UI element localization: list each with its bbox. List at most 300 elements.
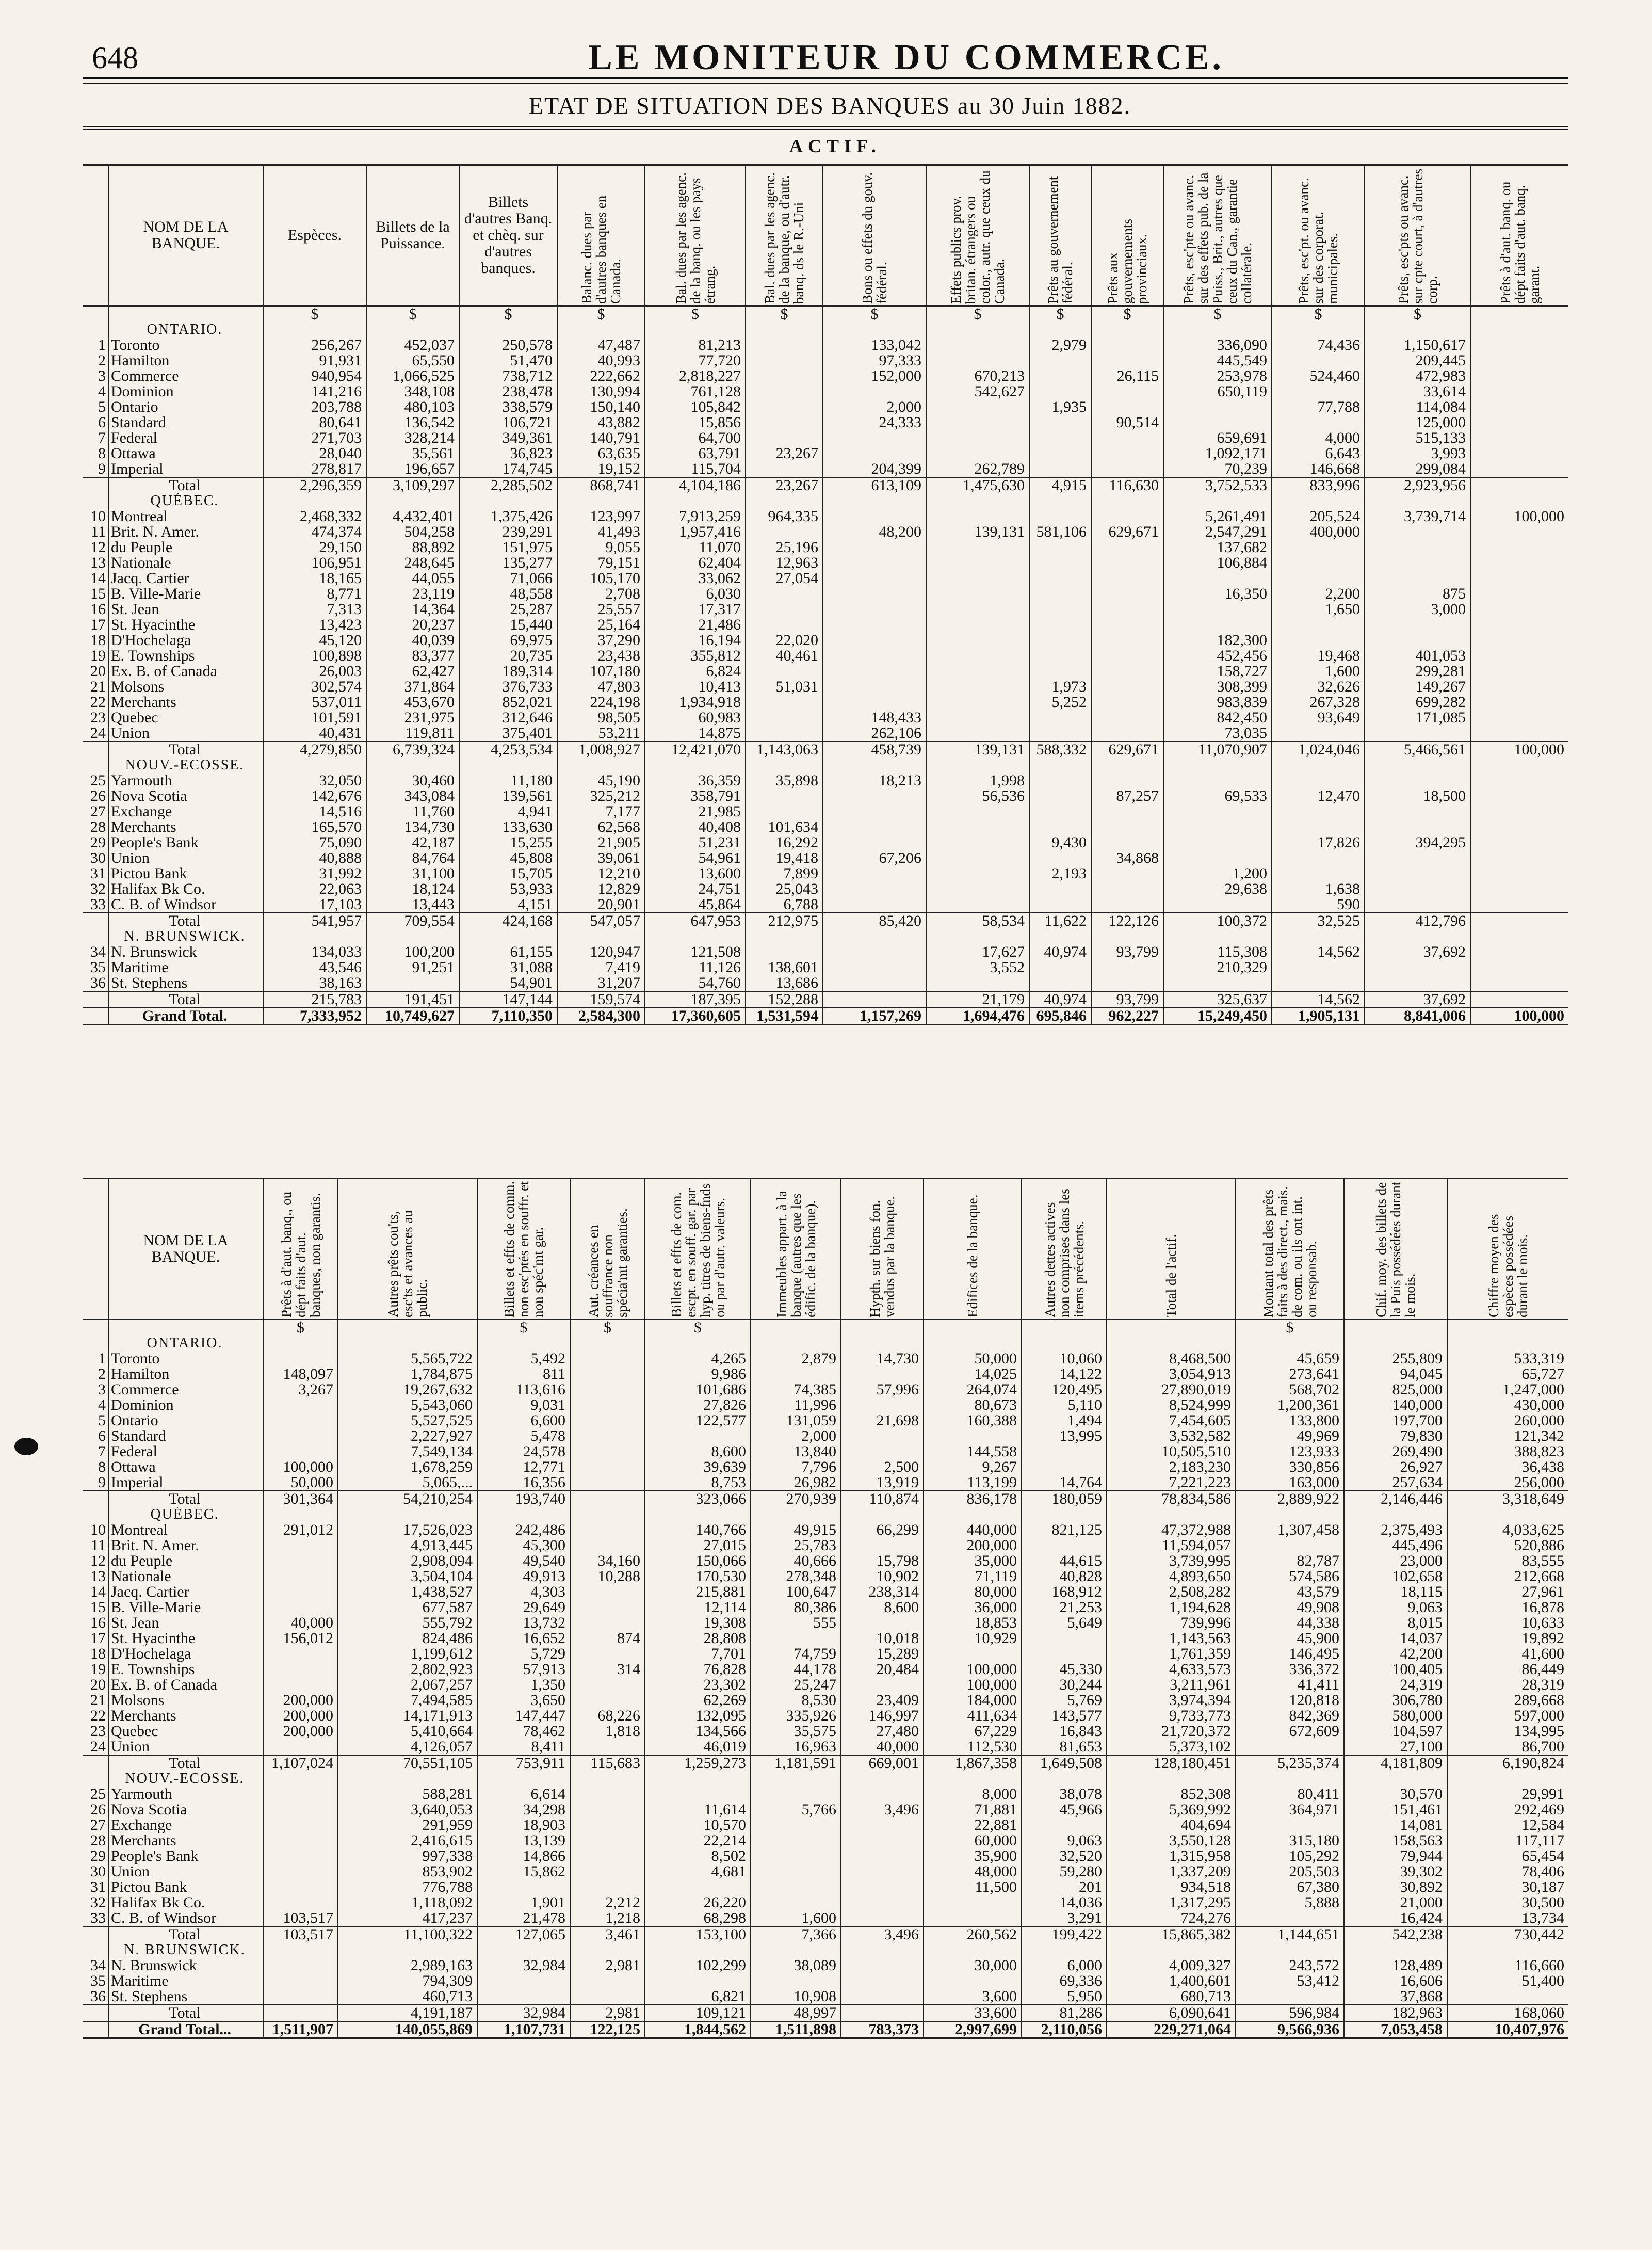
value-cell: 71,119	[924, 1569, 1022, 1584]
grand-total-cell: 122,125	[570, 2021, 645, 2038]
value-cell: 50,000	[924, 1351, 1022, 1367]
column-header-10	[1091, 165, 1163, 306]
province-heading: ONTARIO.	[108, 322, 263, 338]
total-cell	[570, 1491, 645, 1507]
value-cell: 11,594,057	[1107, 1538, 1236, 1553]
value-cell: 137,682	[1163, 540, 1272, 555]
value-cell	[926, 881, 1029, 897]
bank-row	[83, 1895, 1568, 1910]
row-number: 18	[90, 633, 106, 648]
value-cell	[1365, 773, 1470, 789]
value-cell	[823, 944, 926, 960]
total-cell: 596,984	[1236, 2005, 1344, 2021]
province-total-row	[83, 1491, 1568, 1507]
total-cell: 3,109,297	[366, 477, 459, 493]
value-cell: 71,881	[924, 1802, 1022, 1818]
value-cell	[823, 430, 926, 446]
bank-name: Molsons	[108, 1693, 263, 1708]
row-number: 30	[90, 850, 106, 866]
value-cell	[1470, 835, 1568, 850]
total-cell: 868,741	[557, 477, 645, 493]
value-cell	[1470, 866, 1568, 881]
bank-name: N. Brunswick	[108, 944, 263, 960]
row-number	[83, 1926, 108, 1942]
value-cell: 504,258	[366, 524, 459, 540]
value-cell	[1091, 773, 1163, 789]
value-cell: 196,657	[366, 461, 459, 477]
value-cell: 302,574	[263, 679, 366, 695]
bank-row	[83, 1615, 1568, 1631]
currency-row-label	[108, 306, 263, 323]
row-number: 7	[98, 1444, 106, 1459]
value-cell: 411,634	[924, 1708, 1022, 1724]
value-cell	[841, 1895, 924, 1910]
province-total-row	[83, 913, 1568, 929]
value-cell	[746, 586, 823, 602]
value-cell: 440,000	[924, 1522, 1022, 1538]
blank-cell	[1447, 1942, 1568, 1958]
value-cell: 6,821	[645, 1989, 751, 2005]
value-cell	[1091, 399, 1163, 415]
total-label: Total	[108, 1755, 263, 1771]
total-cell: 323,066	[645, 1491, 751, 1507]
column-header-5	[645, 165, 746, 306]
value-cell	[1091, 695, 1163, 710]
value-cell: 60,000	[924, 1833, 1022, 1849]
value-cell	[1365, 975, 1470, 991]
column-header-text-4: Balanc. dues par d'autres banques en Canada.	[579, 195, 623, 304]
total-cell: 1,144,651	[1236, 1926, 1344, 1942]
grand-total-cell: 15,249,450	[1163, 1008, 1272, 1025]
value-cell	[1029, 789, 1091, 804]
value-cell: 5,410,664	[338, 1724, 477, 1739]
column-header-1: Espèces.	[263, 165, 366, 306]
value-cell: 590	[1272, 897, 1365, 913]
value-cell	[1236, 1739, 1344, 1755]
value-cell: 299,281	[1365, 664, 1470, 679]
value-cell: 79,830	[1344, 1428, 1447, 1444]
value-cell: 120,495	[1022, 1382, 1107, 1397]
total-cell: 122,126	[1091, 913, 1163, 929]
value-cell: 2,193	[1029, 866, 1091, 881]
value-cell: 401,053	[1365, 648, 1470, 664]
grand-total-cell: 695,846	[1029, 1008, 1091, 1025]
value-cell: 28,319	[1447, 1677, 1568, 1693]
row-number: 17	[90, 617, 106, 633]
currency-symbol	[1107, 1320, 1236, 1336]
bank-row	[83, 555, 1568, 571]
value-cell	[263, 1864, 338, 1879]
grand-total-cell: 140,055,869	[338, 2021, 477, 2038]
value-cell: 65,550	[366, 353, 459, 368]
value-cell: 1,901	[477, 1895, 570, 1910]
value-cell	[1365, 571, 1470, 586]
total-cell: 709,554	[366, 913, 459, 929]
value-cell: 73,035	[1163, 726, 1272, 742]
blank-cell	[746, 322, 823, 338]
value-cell: 739,996	[1107, 1615, 1236, 1631]
value-cell	[570, 1413, 645, 1428]
value-cell: 4,681	[645, 1864, 751, 1879]
value-cell: 2,212	[570, 1895, 645, 1910]
bank-row	[83, 399, 1568, 415]
value-cell: 250,578	[459, 338, 557, 353]
value-cell: 100,647	[751, 1584, 841, 1600]
value-cell	[926, 804, 1029, 819]
province-heading: QUÉBEC.	[108, 493, 263, 509]
currency-symbol: $	[1029, 306, 1091, 323]
value-cell: 336,090	[1163, 338, 1272, 353]
value-cell: 5,527,525	[338, 1413, 477, 1428]
row-number	[83, 991, 108, 1008]
value-cell: 40,828	[1022, 1569, 1107, 1584]
value-cell	[1091, 726, 1163, 742]
bank-name: Union	[108, 726, 263, 742]
value-cell	[1163, 835, 1272, 850]
grand-total-cell: 962,227	[1091, 1008, 1163, 1025]
value-cell: 10,060	[1022, 1351, 1107, 1367]
value-cell: 25,247	[751, 1677, 841, 1693]
value-cell: 14,122	[1022, 1367, 1107, 1382]
value-cell: 17,826	[1272, 835, 1365, 850]
value-cell: 105,170	[557, 571, 645, 586]
value-cell	[1470, 664, 1568, 679]
value-cell: 100,000	[924, 1662, 1022, 1677]
value-cell	[1272, 960, 1365, 975]
grand-total-row	[83, 1008, 1568, 1025]
value-cell	[1091, 975, 1163, 991]
total-cell: 193,740	[477, 1491, 570, 1507]
row-number: 31	[90, 866, 106, 881]
column-header-text-11: Montant total des prêts faits à des direct., mais. de com. ou ils ont int. ou responsab.	[1260, 1186, 1319, 1317]
value-cell: 13,734	[1447, 1910, 1568, 1926]
value-cell: 574,586	[1236, 1569, 1344, 1584]
value-cell: 3,532,582	[1107, 1428, 1236, 1444]
value-cell: 4,913,445	[338, 1538, 477, 1553]
value-cell: 1,600	[751, 1910, 841, 1926]
value-cell	[1470, 726, 1568, 742]
grand-total-cell: 9,566,936	[1236, 2021, 1344, 2038]
value-cell	[1470, 789, 1568, 804]
total-cell: 128,180,451	[1107, 1755, 1236, 1771]
value-cell	[751, 1973, 841, 1989]
column-header-text-9: Prêts au gouvernement fédéral.	[1045, 176, 1075, 304]
blank-cell	[263, 1507, 338, 1522]
value-cell: 17,526,023	[338, 1522, 477, 1538]
row-number	[83, 493, 108, 509]
value-cell	[1470, 975, 1568, 991]
blank-cell	[1365, 929, 1470, 944]
value-cell	[1470, 430, 1568, 446]
value-cell	[1091, 866, 1163, 881]
grand-total-cell: 7,053,458	[1344, 2021, 1447, 2038]
value-cell	[926, 664, 1029, 679]
total-cell: 15,865,382	[1107, 1926, 1236, 1942]
value-cell: 77,720	[645, 353, 746, 368]
value-cell: 82,787	[1236, 1553, 1344, 1569]
value-cell: 29,150	[263, 540, 366, 555]
row-number: 6	[98, 1428, 106, 1444]
value-cell: 48,558	[459, 586, 557, 602]
row-number: 27	[90, 804, 106, 819]
row-number: 29	[90, 1849, 106, 1864]
value-cell: 2,375,493	[1344, 1522, 1447, 1538]
value-cell: 26,927	[1344, 1459, 1447, 1475]
blank-cell	[1470, 929, 1568, 944]
value-cell: 133,630	[459, 819, 557, 835]
value-cell: 29,649	[477, 1600, 570, 1615]
total-cell: 1,475,630	[926, 477, 1029, 493]
value-cell: 67,229	[924, 1724, 1022, 1739]
total-cell: 139,131	[926, 742, 1029, 758]
value-cell	[926, 633, 1029, 648]
blank-cell	[1022, 1336, 1107, 1351]
value-cell: 10,929	[924, 1631, 1022, 1646]
value-cell: 23,119	[366, 586, 459, 602]
total-cell: 2,923,956	[1365, 477, 1470, 493]
value-cell: 69,533	[1163, 789, 1272, 804]
value-cell: 32,626	[1272, 679, 1365, 695]
row-number: 28	[90, 1833, 106, 1849]
value-cell	[1029, 960, 1091, 975]
value-cell: 91,251	[366, 960, 459, 975]
value-cell: 171,085	[1365, 710, 1470, 726]
column-header-text-12: Chif. moy. des billets de la Puis possédées durant le mois.	[1373, 1181, 1418, 1317]
value-cell: 18,124	[366, 881, 459, 897]
grand-total-cell: 7,110,350	[459, 1008, 557, 1025]
value-cell: 54,760	[645, 975, 746, 991]
total-cell: 1,259,273	[645, 1755, 751, 1771]
value-cell: 1,315,958	[1107, 1849, 1236, 1864]
total-cell	[823, 991, 926, 1008]
value-cell: 22,063	[263, 881, 366, 897]
value-cell: 21,985	[645, 804, 746, 819]
value-cell: 8,524,999	[1107, 1397, 1236, 1413]
value-cell: 1,638	[1272, 881, 1365, 897]
value-cell	[1470, 773, 1568, 789]
value-cell: 165,570	[263, 819, 366, 835]
value-cell: 1,143,563	[1107, 1631, 1236, 1646]
value-cell: 853,902	[338, 1864, 477, 1879]
column-header-9	[1029, 165, 1091, 306]
value-cell: 133,042	[823, 338, 926, 353]
row-number	[83, 1320, 108, 1336]
total-cell: 458,739	[823, 742, 926, 758]
value-cell: 291,959	[338, 1818, 477, 1833]
column-header-text-14: Prêts à d'aut. banq. ou dépt faits d'aut. banq. garant.	[1497, 181, 1542, 304]
value-cell: 76,828	[645, 1662, 751, 1677]
blank-cell	[751, 1507, 841, 1522]
value-cell: 794,309	[338, 1973, 477, 1989]
column-header-text-9: Autres dettes actives non comprises dans les items précédents.	[1042, 1188, 1087, 1317]
row-number: 32	[90, 881, 106, 897]
value-cell: 104,597	[1344, 1724, 1447, 1739]
value-cell: 8,468,500	[1107, 1351, 1236, 1367]
total-cell: 4,915	[1029, 477, 1091, 493]
province-total-row	[83, 1755, 1568, 1771]
blank-cell	[841, 1336, 924, 1351]
value-cell: 68,226	[570, 1708, 645, 1724]
blank-cell	[1272, 493, 1365, 509]
bank-name: Federal	[108, 1444, 263, 1459]
province-heading-row	[83, 1336, 1568, 1351]
value-cell: 23,267	[746, 446, 823, 461]
value-cell: 30,500	[1447, 1895, 1568, 1910]
value-cell: 16,606	[1344, 1973, 1447, 1989]
value-cell: 100,200	[366, 944, 459, 960]
blank-cell	[1107, 1942, 1236, 1958]
value-cell: 22,214	[645, 1833, 751, 1849]
bank-row	[83, 571, 1568, 586]
bank-row	[83, 881, 1568, 897]
value-cell: 91,931	[263, 353, 366, 368]
value-cell: 215,881	[645, 1584, 751, 1600]
value-cell: 100,000	[1470, 509, 1568, 524]
value-cell: 4,126,057	[338, 1739, 477, 1755]
value-cell: 148,097	[263, 1367, 338, 1382]
value-cell: 83,555	[1447, 1553, 1568, 1569]
value-cell: 292,469	[1447, 1802, 1568, 1818]
value-cell: 306,780	[1344, 1693, 1447, 1708]
row-number: 15	[90, 1600, 106, 1615]
value-cell: 12,584	[1447, 1818, 1568, 1833]
province-heading-row	[83, 929, 1568, 944]
value-cell: 289,668	[1447, 1693, 1568, 1708]
blank-cell	[751, 1942, 841, 1958]
value-cell: 1,400,601	[1107, 1973, 1236, 1989]
value-cell: 46,019	[645, 1739, 751, 1755]
value-cell	[1091, 461, 1163, 477]
column-header-text-10: Total de l'actif.	[1163, 1234, 1179, 1317]
value-cell: 123,997	[557, 509, 645, 524]
total-cell: 21,179	[926, 991, 1029, 1008]
value-cell	[1470, 586, 1568, 602]
column-header-8	[926, 165, 1029, 306]
row-number	[83, 306, 108, 323]
bank-row	[83, 540, 1568, 555]
grand-total-cell: 2,584,300	[557, 1008, 645, 1025]
blank-cell	[1236, 1942, 1344, 1958]
grand-total-cell: 10,749,627	[366, 1008, 459, 1025]
blank-cell	[1272, 758, 1365, 773]
grand-total-label: Grand Total.	[108, 1008, 263, 1025]
value-cell: 80,673	[924, 1397, 1022, 1413]
value-cell: 940,954	[263, 368, 366, 384]
value-cell: 7,549,134	[338, 1444, 477, 1459]
value-cell: 7,177	[557, 804, 645, 819]
value-cell	[1470, 648, 1568, 664]
total-cell: 1,649,508	[1022, 1755, 1107, 1771]
blank-cell	[1022, 1942, 1107, 1958]
value-cell	[841, 1367, 924, 1382]
blank-cell	[557, 929, 645, 944]
total-cell: 5,466,561	[1365, 742, 1470, 758]
value-cell	[746, 726, 823, 742]
row-number: 3	[98, 368, 106, 384]
column-header-text-1: Prêts à d'aut. banq., ou dépt faits d'aut. banques, non garantis.	[278, 1191, 323, 1317]
value-cell: 2,981	[570, 1958, 645, 1973]
bank-row	[83, 1475, 1568, 1491]
row-number	[83, 742, 108, 758]
value-cell: 30,460	[366, 773, 459, 789]
bank-name: Union	[108, 1864, 263, 1879]
value-cell	[1365, 881, 1470, 897]
value-cell: 21,000	[1344, 1895, 1447, 1910]
value-cell: 20,237	[366, 617, 459, 633]
blank-cell	[841, 1507, 924, 1522]
value-cell	[841, 1818, 924, 1833]
column-header-6	[746, 165, 823, 306]
value-cell	[823, 555, 926, 571]
value-cell: 17,317	[645, 602, 746, 617]
bank-name: C. B. of Windsor	[108, 1910, 263, 1926]
bank-row	[83, 726, 1568, 742]
bank-row	[83, 524, 1568, 540]
value-cell: 44,055	[366, 571, 459, 586]
value-cell	[1091, 430, 1163, 446]
value-cell: 7,454,605	[1107, 1413, 1236, 1428]
value-cell: 2,708	[557, 586, 645, 602]
value-cell: 13,600	[645, 866, 746, 881]
value-cell: 11,614	[645, 1802, 751, 1818]
value-cell: 35,000	[924, 1553, 1022, 1569]
value-cell: 17,103	[263, 897, 366, 913]
value-cell: 248,645	[366, 555, 459, 571]
value-cell: 3,054,913	[1107, 1367, 1236, 1382]
column-header-3	[477, 1179, 570, 1320]
bank-row	[83, 1444, 1568, 1459]
value-cell: 18,500	[1365, 789, 1470, 804]
total-cell: 629,671	[1091, 742, 1163, 758]
value-cell	[823, 819, 926, 835]
value-cell: 114,084	[1365, 399, 1470, 415]
value-cell	[1365, 804, 1470, 819]
value-cell: 5,565,722	[338, 1351, 477, 1367]
row-number	[83, 1336, 108, 1351]
value-cell: 150,066	[645, 1553, 751, 1569]
grand-total-cell: 1,107,731	[477, 2021, 570, 2038]
total-cell: 14,562	[1272, 991, 1365, 1008]
value-cell	[926, 555, 1029, 571]
total-cell: 7,366	[751, 1926, 841, 1942]
value-cell: 376,733	[459, 679, 557, 695]
value-cell: 6,030	[645, 586, 746, 602]
row-number: 26	[90, 1802, 106, 1818]
value-cell: 364,971	[1236, 1802, 1344, 1818]
bank-row	[83, 446, 1568, 461]
value-cell: 144,558	[924, 1444, 1022, 1459]
blank-cell	[1470, 322, 1568, 338]
value-cell: 14,171,913	[338, 1708, 477, 1724]
value-cell: 328,214	[366, 430, 459, 446]
value-cell: 5,373,102	[1107, 1739, 1236, 1755]
row-number	[83, 2005, 108, 2021]
value-cell	[1272, 353, 1365, 368]
value-cell: 150,140	[557, 399, 645, 415]
total-cell: 5,235,374	[1236, 1755, 1344, 1771]
value-cell: 2,067,257	[338, 1677, 477, 1693]
total-cell	[1470, 477, 1568, 493]
value-cell	[746, 664, 823, 679]
row-number: 18	[90, 1646, 106, 1662]
value-cell	[1022, 1646, 1107, 1662]
value-cell	[823, 633, 926, 648]
value-cell: 997,338	[338, 1849, 477, 1864]
value-cell: 581,106	[1029, 524, 1091, 540]
value-cell: 62,427	[366, 664, 459, 679]
value-cell	[1091, 897, 1163, 913]
value-cell	[924, 1910, 1022, 1926]
